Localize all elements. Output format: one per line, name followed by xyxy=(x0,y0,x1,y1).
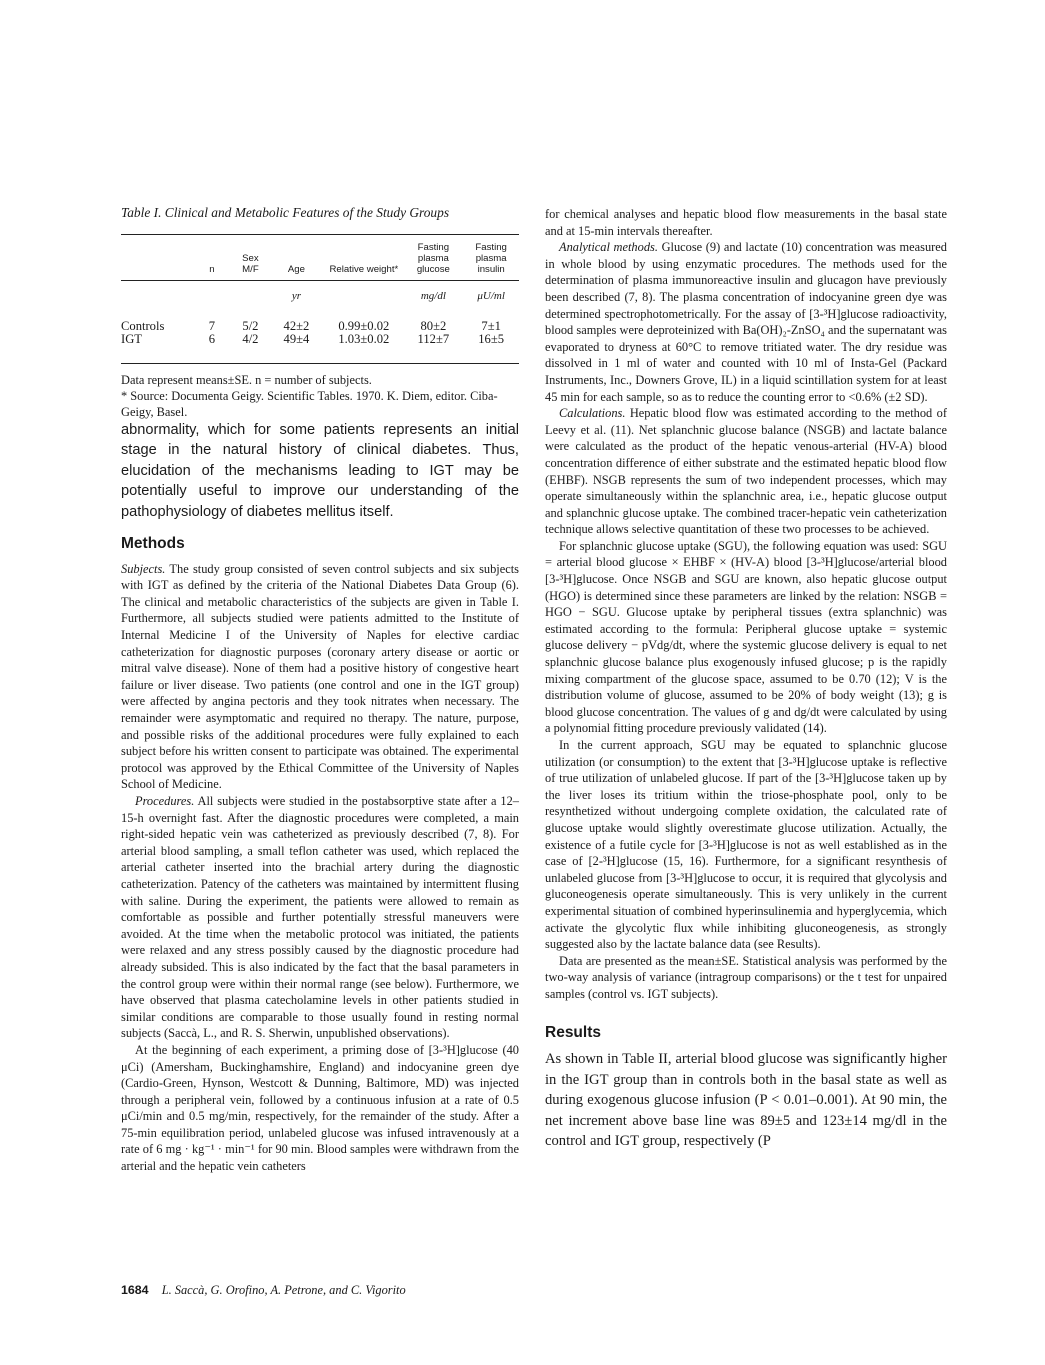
page-footer xyxy=(121,1283,406,1298)
table-row-label: Controls xyxy=(121,318,165,333)
statistics-paragraph: Data are presented as the mean±SE. Statistical analysis was performed by the two-way analysis of variance (intragroup comparisons) or the t test for unpaired samples (control vs. IGT subjects). xyxy=(545,953,947,1001)
results-heading: Results xyxy=(545,1023,601,1041)
table-cell: 6 xyxy=(208,331,216,346)
calculations-label: Calculations. xyxy=(559,406,626,421)
table-row-controls xyxy=(121,320,519,333)
table-cell: 5/2 xyxy=(242,318,259,333)
subjects-text: The study group consisted of seven control subjects and six subjects with IGT as defined by the criteria of the National Diabetes Data Group (6). The clinical and metabolic characteristics of the subjects are given in Table I. Furthermore, all subjects studied were patients admitted to the Institute of Internal Medicine I of the University of Naples for elective cardiac catheterization for diagnostic purposes (coronary artery disease or aortic or mitral valve disease). None of them had a positive history of congestive heart failure or liver disease. Two patients (one control and one in the IGT group) were affected by angina pectoris and they took nitrates when necessary. The remainder were asymptomatic and required no therapy. The nature, purpose, and possible risks of the additional procedures were fully explained to each subject before his written consent to participate was obtained. The experimental protocol was approved by the Ethical Committee of the University of Naples School of Medicine. xyxy=(121,561,519,792)
current-approach-paragraph: In the current approach, SGU may be equated to splanchnic glucose utilization (or consumption) to the extent that [3-³H]glucose uptake is reflective of true utilization of unlabeled glucose. If part of the [3-³H]glucose taken up by the liver loses its tritium within the triose-phosphate pool, only to be resynthetized without undergoing complete oxidation, the calculated rate of glucose uptake would slightly overestimate glucose utilization. Actually, the existence of a futile cycle for [3-³H]glucose is not as well established as in the case of [2-³H]glucose (15, 16). Furthermore, for a significant resynthesis of unlabeled glucose from [3-³H]glucose to occur, it is required that glycolysis and gluconeogenesis operate simultaneously. This is very unlikely in the current experimental situation of combined hyperinsulinemia and hyperglycemia, which activate the glycolytic flux while inhibiting gluconeogenesis, as strongly suggested also by the lactate balance data (see Results). xyxy=(545,738,947,952)
table-note-source: * Source: Documenta Geigy. Scientific Tables. 1970. K. Diem, editor. Ciba-Geigy, Basel. xyxy=(121,388,498,419)
table-bottom-rule xyxy=(121,363,519,364)
table-units-row xyxy=(121,281,519,320)
table-cell: 80±2 xyxy=(420,318,447,333)
subjects-paragraph xyxy=(121,561,519,793)
right-column xyxy=(545,206,947,1152)
table-unit-insulin: μU/ml xyxy=(477,289,505,302)
procedures-paragraph xyxy=(121,793,519,1042)
table-cell: 7 xyxy=(208,318,216,333)
subjects-label: Subjects. xyxy=(121,561,166,576)
table-unit-age: yr xyxy=(291,289,302,302)
results-paragraph: As shown in Table II, arterial blood glucose was significantly higher in the IGT group than in controls both in the basal state as well as during exogenous glucose infusion (P < 0.01–0.001). At 90 min, the net increment above base line was 89±5 and 123±14 mg/dl in the control and IGT group, respectively (P xyxy=(545,1051,947,1150)
table-header-fasting-glucose: Fasting plasma glucose xyxy=(416,241,450,275)
table-header-fasting-insulin: Fasting plasma insulin xyxy=(475,241,507,275)
table-header-age: Age xyxy=(287,263,305,275)
table-row-label: IGT xyxy=(121,331,142,346)
analytical-text: Glucose (9) and lactate (10) concentration was measured in whole blood by using enzymatic procedures. The methods used for the determination of plasma immunoreactive insulin and glucagon have previously been described (7, 8). The plasma concentration of indocyanine green dye was determined spectrophotometrically. For the assay of [3-³H]glucose radioactivity, blood samples were deproteinized with Ba(OH)₂-ZnSO₄ and the supernatant was evaporated to dryness at 60°C to remove tritiated water. The dry residue was dissolved in 1 ml of water and counted with 10 ml of Insta-Gel (Packard Instruments, Inc., Downers Grove, IL) in a liquid scintillation system for at least 45 min for each sample, so as to reduce the counting error to <0.6% (±2 SD). xyxy=(545,240,947,404)
procedures-label: Procedures. xyxy=(135,794,195,808)
footer-authors: L. Saccà, G. Orofino, A. Petrone, and C. Vigorito xyxy=(161,1283,406,1297)
table-unit-cell xyxy=(232,281,268,320)
table-cell: 42±2 xyxy=(283,318,310,333)
table-clinical-features xyxy=(121,235,519,363)
analytical-paragraph xyxy=(545,239,947,405)
table-cell: 7±1 xyxy=(481,318,501,333)
table-cell: 16±5 xyxy=(478,331,505,346)
table-header-row xyxy=(121,235,519,280)
table-unit-cell xyxy=(192,281,233,320)
left-column xyxy=(121,205,519,1175)
table-footnotes xyxy=(121,372,519,420)
table-cell: 4/2 xyxy=(242,331,259,346)
table-cell: 49±4 xyxy=(283,331,310,346)
calculations-paragraph xyxy=(545,405,947,538)
page-number: 1684 xyxy=(121,1283,149,1297)
table-cell: 1.03±0.02 xyxy=(338,331,390,346)
table-unit-cell xyxy=(324,281,403,320)
table-cell: 0.99±0.02 xyxy=(338,318,390,333)
continuation-paragraph: for chemical analyses and hepatic blood flow measurements in the basal state and at 15-min intervals thereafter. xyxy=(545,207,947,238)
sgu-paragraph: For splanchnic glucose uptake (SGU), the following equation was used: SGU = arterial blood glucose × EHBF × (HV-A) blood [3-³H]glucose/arterial blood [3-³H]glucose. Once NSGB and SGU are known, also hepatic glucose output (HGO) is determined since these parameters are linked by the relation: NSGB = HGO − SGU. Glucose uptake by peripheral tissues (extra splanchnic) was estimated according to the formula: Peripheral glucose uptake = systemic glucose delivery − pVdg/dt, where the systemic glucose delivery is equal to net splanchnic glucose balance plus exogenously infused glucose; p is the rapidly mixing compartment of the glucose space, assumed to be 0.70 (12); V is the distribution volume of glucose, assumed to be 20% of body weight (13); g is blood glucose concentration. The values of g and dg/dt were calculated by using a polynomial fitting procedure previously validated (14). xyxy=(545,538,947,736)
table-unit-glucose: mg/dl xyxy=(420,289,446,302)
table-header-blank xyxy=(121,235,192,280)
analytical-label: Analytical methods. xyxy=(559,240,658,255)
table-header-sex: Sex M/F xyxy=(242,252,259,275)
table-row-igt xyxy=(121,333,519,363)
priming-paragraph: At the beginning of each experiment, a priming dose of [3-³H]glucose (40 μCi) (Amersham, Buckinghamshire, England) and indocyanine green dye (Cardio-Green, Hynson, Westcott & Dunning, Baltimore, MD) was injected through a peripheral vein, followed by a continuous infusion at a rate of 0.5 μCi/min and 0.5 mg/min, respectively, for the remainder of the study. After a 75-min equilibration period, unlabeled glucose was infused intravenously at a rate of 6 mg · kg⁻¹ · min⁻¹ for 90 min. Blood samples were withdrawn from the arterial and the hepatic vein catheters xyxy=(121,1042,519,1174)
table-caption: Table I. Clinical and Metabolic Features of the Study Groups xyxy=(121,205,450,220)
table-header-n: n xyxy=(209,263,215,275)
table-cell: 112±7 xyxy=(417,331,450,346)
methods-heading: Methods xyxy=(121,535,185,553)
procedures-text: All subjects were studied in the postabsorptive state after a 12–15-h overnight fast. After the diagnostic procedures were completed, a main right-sided hepatic vein was catheterized as previously described (7, 8). For arterial blood sampling, a small teflon catheter was used, which replaced the arterial catheter inserted into the brachial artery during the diagnostic catheterization. Patency of the catheters was maintained by intermittent flusing with saline. During the experiment, the patients were allowed to remain as comfortable as possible and further potentially stressful maneuvers were avoided. At the time when the metabolic protocol was initiated, the patients were relaxed and any stress possibly caused by the diagnostic procedure had already subsided. This is also indicated by the fact that the basal parameters in the control group were within their normal range (see below). Furthermore, we have observed that plasma catecholamine levels in other patients studied in similar conditions are comparable to those usually found in resting normal subjects (Saccà, L., and R. S. Sherwin, unpublished observations). xyxy=(121,794,519,1041)
table-note-means: Data represent means±SE. n = number of subjects. xyxy=(121,372,372,387)
calculations-text: Hepatic blood flow was estimated according to the method of Leevy et al. (11). Net splanchnic glucose balance (NSGB) and lactate balance were calculated as the product of the hepatic venous-arterial (HV-A) blood concentration difference of either substrate and the estimated hepatic blood flow (EHBF). NSGB represents the sum of two independent processes, which may operate simultaneously within the splanchnic area, i.e., hepatic glucose output and splanchnic glucose uptake. The combined tracer-hepatic vein catheterization technique allows selective quantitation of these two processes to be achieved. xyxy=(545,406,947,537)
table-header-relative-weight: Relative weight* xyxy=(329,263,399,275)
lead-paragraph: abnormality, which for some patients represents an initial stage in the natural history of clinical diabetes. Thus, elucidation of the mechanisms leading to IGT may be potentially useful to improve our understanding of the pathophysiology of diabetes mellitus itself. xyxy=(121,421,519,520)
